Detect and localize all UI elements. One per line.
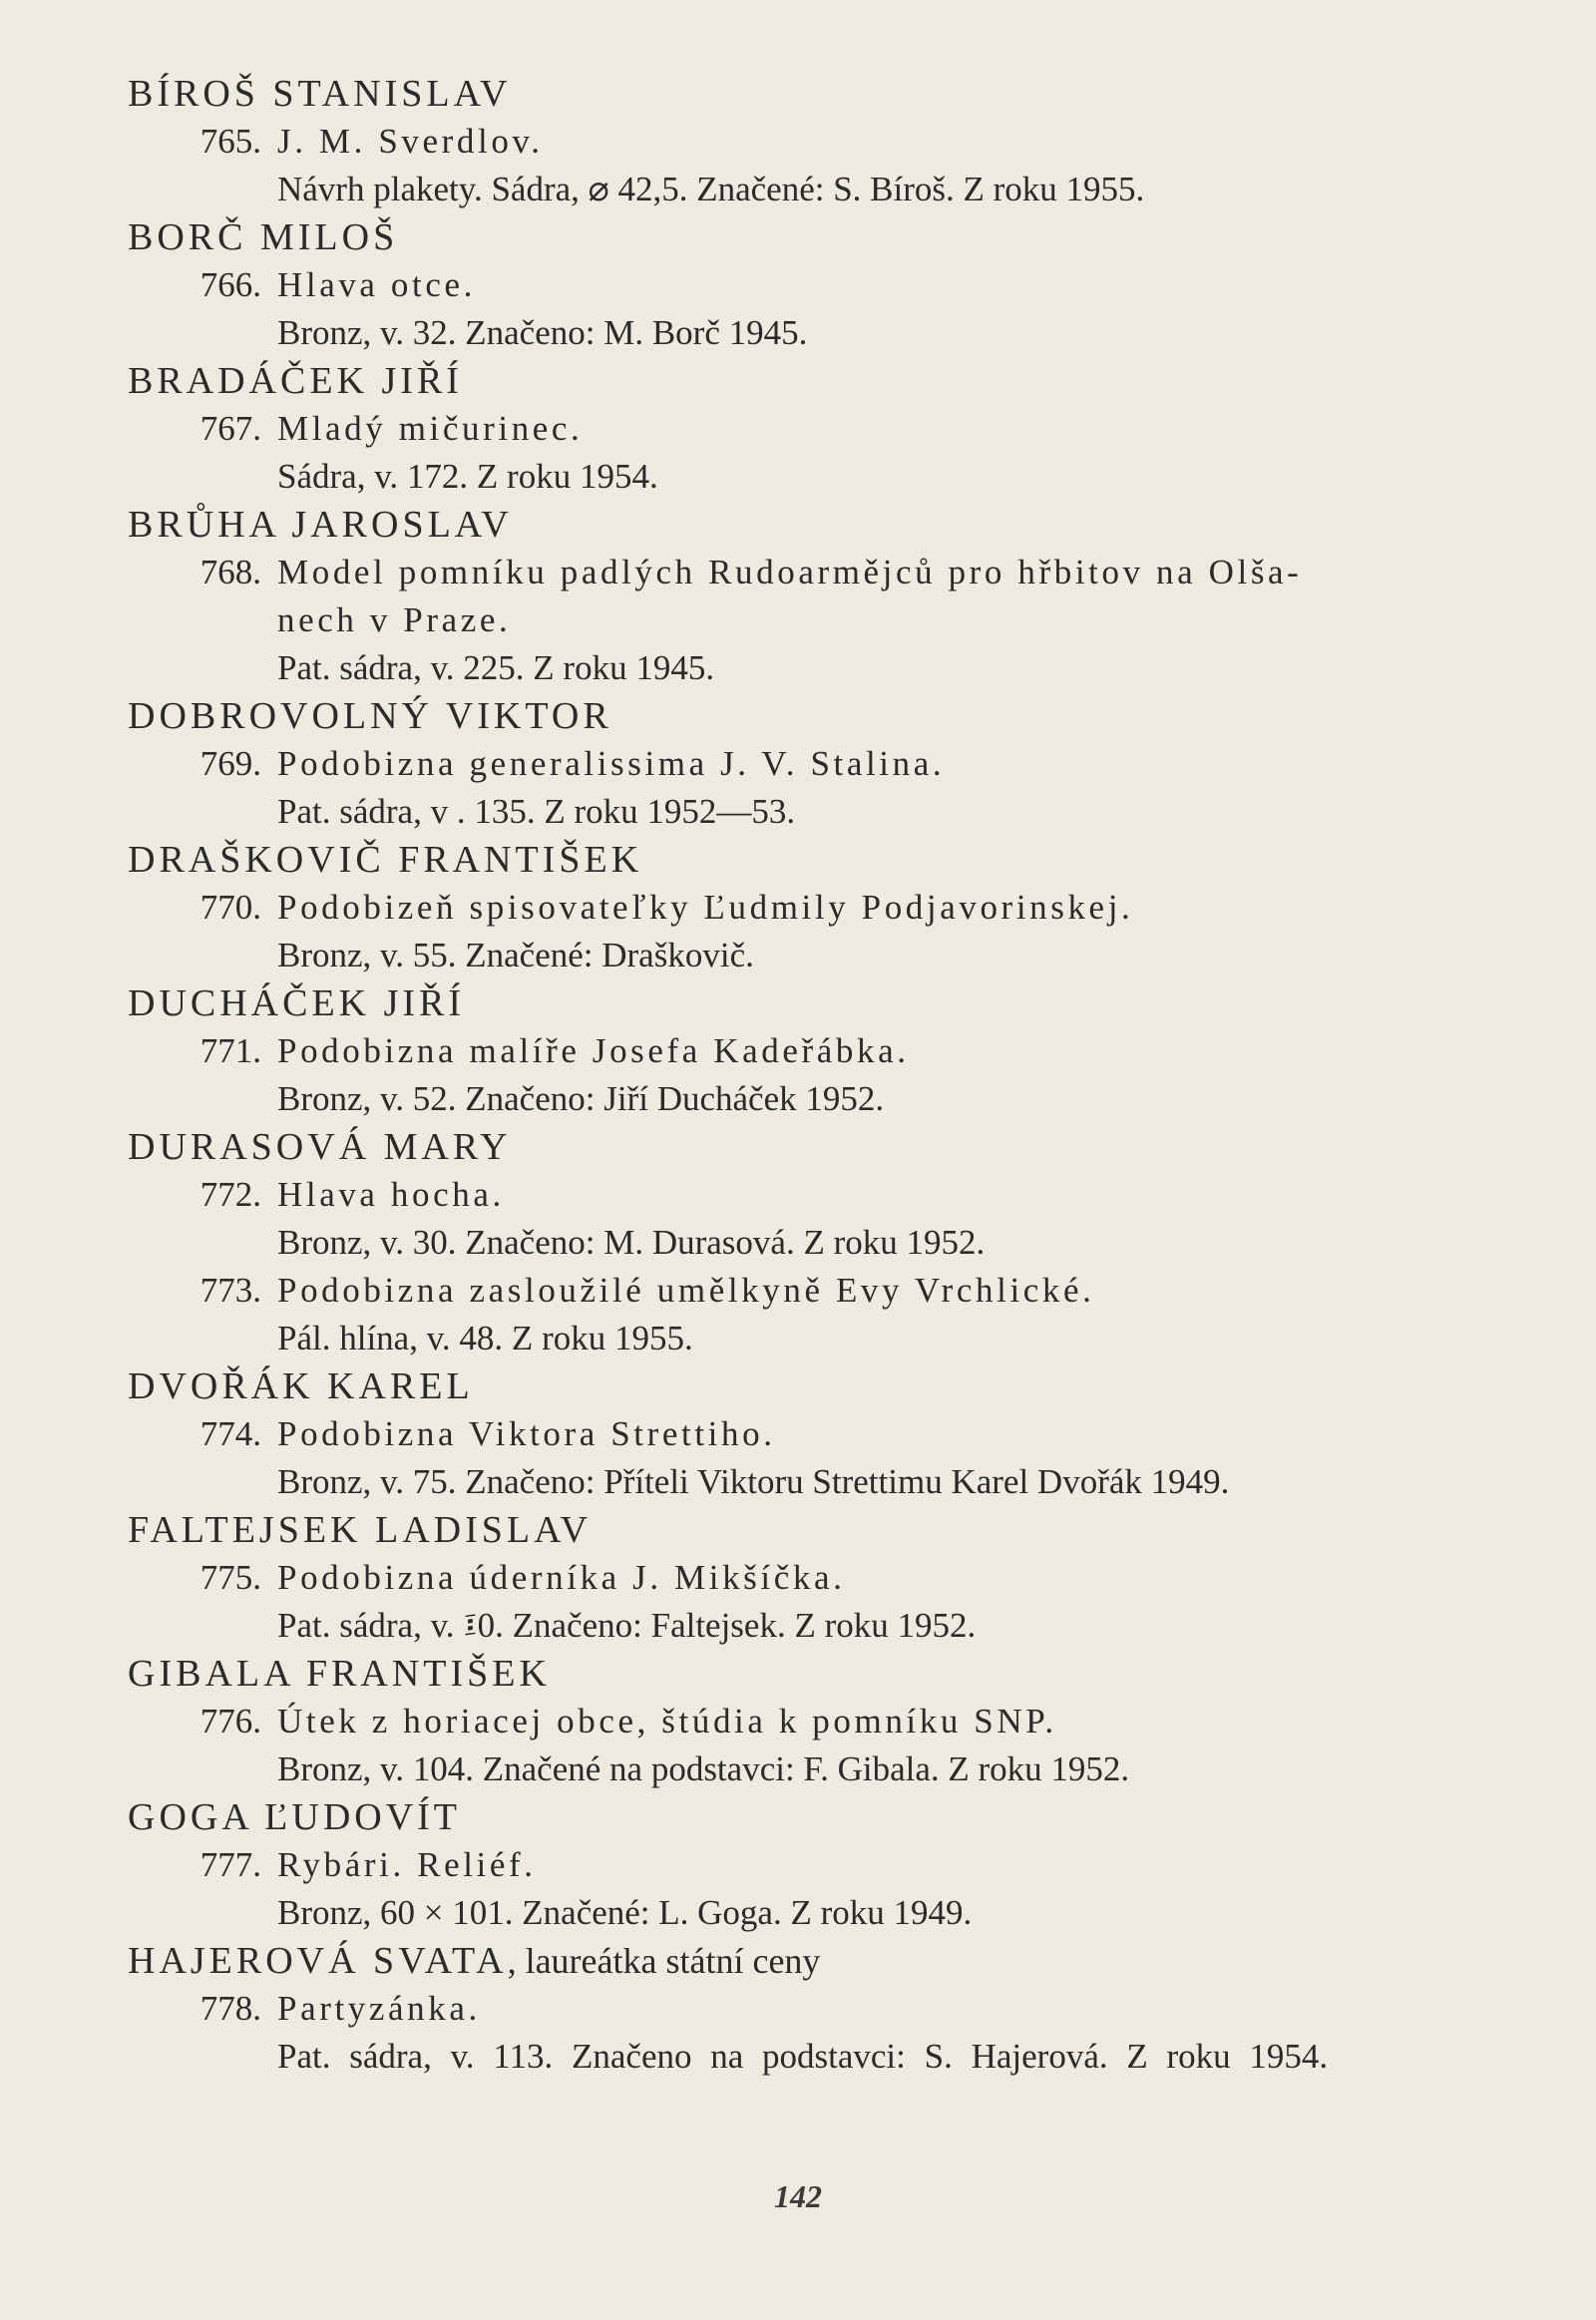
work-number: 766. [200,265,261,304]
work-entry [128,1267,1544,1315]
work-title: J. M. Sverdlov. [277,122,544,161]
work-title: Podobizna úderníka J. Mikšíčka. [277,1558,846,1597]
work-details: Pat. sádra, v. ፤0. Značeno: Faltejsek. Z roku 1952. [277,1606,977,1645]
work-number: 774. [200,1414,261,1453]
artist-name-text: HAJEROVÁ SVATA [128,1940,508,1982]
work-entry [128,1554,1544,1602]
artist-name: FALTEJSEK LADISLAV [128,1509,593,1551]
work-title: Podobizeň spisovateľky Ľudmily Podjavorinskej. [277,888,1134,927]
work-title: nech v Praze. [277,600,512,639]
work-entry [128,1841,1544,1889]
artist-name: DURASOVÁ MARY [128,1126,512,1168]
work-number: 765. [200,122,261,161]
work-entry [128,1985,1544,2033]
artist-name: DUCHÁČEK JIŘÍ [128,982,466,1024]
work-details: Bronz, v. 30. Značeno: M. Durasová. Z roku 1952. [277,1223,986,1262]
work-entry [128,1027,1544,1075]
work-entry [128,549,1544,596]
work-details: Pat. sádra, v. 113. Značeno na podstavci: S. Hajerová. Z roku 1954. [277,2037,1329,2076]
work-details: Pat. sádra, v . 135. Z roku 1952—53. [277,792,796,831]
work-entry [128,1410,1544,1458]
work-number: 777. [200,1845,261,1884]
work-title: Hlava hocha. [277,1175,505,1214]
work-details: Bronz, 60 × 101. Značené: L. Goga. Z roku 1949. [277,1893,973,1932]
work-title-continuation [128,596,1544,644]
artist-name: BRADÁČEK JIŘÍ [128,360,463,402]
work-entry [128,118,1544,166]
artist-name: GOGA ĽUDOVÍT [128,1796,462,1838]
work-number: 775. [200,1558,261,1597]
work-entry [128,405,1544,453]
work-title: Podobizna generalissima J. V. Stalina. [277,744,946,783]
work-title: Podobizna Viktora Strettiho. [277,1414,776,1453]
work-details: Návrh plakety. Sádra, ⌀ 42,5. Značené: S. Bíroš. Z roku 1955. [277,170,1145,208]
work-title: Partyzánka. [277,1989,481,2028]
artist-name: DVOŘÁK KAREL [128,1365,474,1407]
work-details: Bronz, v. 104. Značené na podstavci: F. Gibala. Z roku 1952. [277,1749,1130,1788]
page-number: 142 [774,2178,822,2214]
artist-note: , laureátka státní ceny [507,1941,821,1981]
work-title: Mladý mičurinec. [277,409,584,448]
work-number: 771. [200,1031,261,1070]
work-number: 778. [200,1989,261,2028]
catalogue-page [128,70,1544,2081]
work-title: Útek z horiacej obce, štúdia k pomníku SNP. [277,1702,1057,1740]
work-title: Rybári. Reliéf. [277,1845,537,1884]
work-title: Model pomníku padlých Rudoarmějců pro hřbitov na Olša- [277,553,1303,591]
artist-name: BORČ MILOŠ [128,216,399,258]
work-number: 767. [200,409,261,448]
work-details: Bronz, v. 55. Značené: Draškovič. [277,936,754,974]
work-details: Pat. sádra, v. 225. Z roku 1945. [277,648,715,687]
artist-name: DRAŠKOVIČ FRANTIŠEK [128,839,643,881]
work-number: 773. [200,1271,261,1310]
work-number: 776. [200,1702,261,1740]
work-entry [128,740,1544,788]
work-number: 769. [200,744,261,783]
work-entry [128,1698,1544,1745]
work-details: Pál. hlína, v. 48. Z roku 1955. [277,1319,693,1357]
work-details: Sádra, v. 172. Z roku 1954. [277,457,658,496]
artist-name: DOBROVOLNÝ VIKTOR [128,695,612,737]
work-entry [128,261,1544,309]
work-entry [128,884,1544,932]
work-entry [128,1171,1544,1219]
work-number: 772. [200,1175,261,1214]
artist-name: BRŮHA JAROSLAV [128,504,513,546]
work-details: Bronz, v. 75. Značeno: Příteli Viktoru Strettimu Karel Dvořák 1949. [277,1462,1230,1501]
work-title: Podobizna zasloužilé umělkyně Evy Vrchlické. [277,1271,1095,1310]
work-title: Podobizna malíře Josefa Kadeřábka. [277,1031,910,1070]
work-details: Bronz, v. 52. Značeno: Jiří Ducháček 1952. [277,1079,885,1118]
work-title: Hlava otce. [277,265,476,304]
artist-name [128,1937,1544,1985]
work-number: 768. [200,553,261,591]
artist-name: BÍROŠ STANISLAV [128,73,512,115]
work-details: Bronz, v. 32. Značeno: M. Borč 1945. [277,313,808,352]
artist-name: GIBALA FRANTIŠEK [128,1653,551,1695]
work-number: 770. [200,888,261,927]
